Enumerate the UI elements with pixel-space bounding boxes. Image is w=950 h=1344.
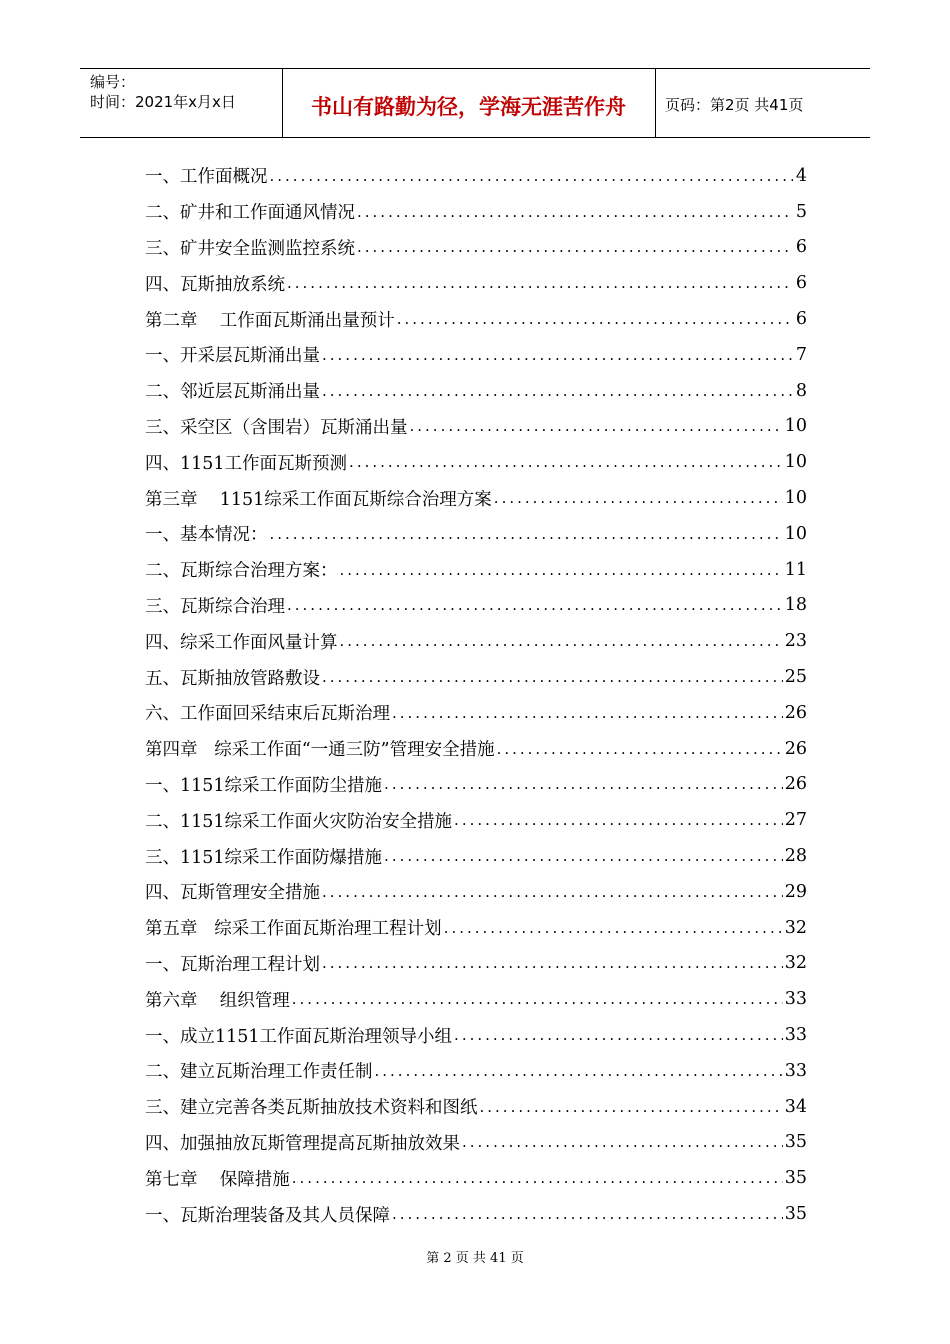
toc-leader-dots	[340, 561, 783, 579]
toc-entry[interactable]	[145, 194, 807, 230]
toc-entry[interactable]	[145, 480, 807, 516]
toc-leader-dots	[287, 596, 783, 614]
toc-entry[interactable]	[145, 373, 807, 409]
toc-entry-page: 4	[795, 165, 807, 186]
toc-entry-page: 27	[784, 810, 807, 831]
toc-leader-dots	[384, 775, 783, 793]
toc-leader-dots	[349, 453, 783, 471]
page-header	[80, 68, 870, 138]
toc-entry[interactable]	[145, 301, 807, 337]
toc-entry-page: 10	[784, 452, 807, 473]
toc-entry-label: 三、采空区（含围岩）瓦斯涌出量	[145, 417, 408, 438]
toc-entry-label: 第三章 1151综采工作面瓦斯综合治理方案	[145, 489, 492, 510]
toc-leader-dots	[375, 1062, 783, 1080]
toc-entry-page: 18	[784, 595, 807, 616]
toc-entry-label: 第二章 工作面瓦斯涌出量预计	[145, 310, 395, 331]
header-motto: 书山有路勤为径，学海无涯苦作舟	[311, 95, 626, 119]
toc-leader-dots	[340, 632, 783, 650]
toc-leader-dots	[392, 1205, 783, 1223]
toc-entry-label: 二、1151综采工作面火灾防治安全措施	[145, 811, 453, 832]
toc-entry[interactable]	[145, 337, 807, 373]
toc-leader-dots	[462, 1133, 783, 1151]
toc-leader-dots	[270, 167, 794, 185]
toc-entry-label: 二、邻近层瓦斯涌出量	[145, 382, 320, 403]
toc-entry[interactable]	[145, 516, 807, 552]
header-motto-cell	[282, 69, 656, 137]
toc-entry-page: 7	[795, 344, 807, 365]
toc-entry-label: 四、瓦斯抽放系统	[145, 274, 285, 295]
toc-entry[interactable]	[145, 623, 807, 659]
header-page-cell	[655, 69, 870, 137]
toc-entry-page: 32	[784, 953, 807, 974]
toc-entry[interactable]	[145, 874, 807, 910]
toc-leader-dots	[322, 883, 783, 901]
toc-entry[interactable]	[145, 588, 807, 624]
toc-entry-page: 26	[784, 702, 807, 723]
toc-entry-page: 8	[795, 380, 807, 401]
toc-entry-label: 第六章 组织管理	[145, 990, 290, 1011]
toc-entry[interactable]	[145, 409, 807, 445]
toc-entry[interactable]	[145, 981, 807, 1017]
toc-entry-label: 二、建立瓦斯治理工作责任制	[145, 1062, 373, 1083]
toc-entry-page: 6	[795, 237, 807, 258]
toc-leader-dots	[454, 811, 783, 829]
toc-entry[interactable]	[145, 802, 807, 838]
table-of-contents	[145, 158, 807, 1232]
toc-entry-page: 6	[795, 309, 807, 330]
toc-entry-page: 23	[784, 631, 807, 652]
toc-entry-page: 28	[784, 846, 807, 867]
toc-entry[interactable]	[145, 1017, 807, 1053]
toc-entry-page: 29	[784, 881, 807, 902]
toc-entry-page: 10	[784, 416, 807, 437]
toc-entry-label: 一、1151综采工作面防尘措施	[145, 775, 383, 796]
toc-entry-label: 四、1151工作面瓦斯预测	[145, 453, 348, 474]
toc-entry[interactable]	[145, 767, 807, 803]
toc-entry-page: 35	[784, 1132, 807, 1153]
page-footer: 第 2 页 共 41 页	[426, 1251, 524, 1266]
toc-leader-dots	[480, 1098, 783, 1116]
toc-entry-label: 一、瓦斯治理工程计划	[145, 954, 320, 975]
header-info-cell	[80, 69, 283, 137]
toc-entry-page: 34	[784, 1096, 807, 1117]
toc-entry-label: 三、瓦斯综合治理	[145, 596, 285, 617]
toc-leader-dots	[292, 990, 783, 1008]
toc-entry-page: 25	[784, 667, 807, 688]
toc-leader-dots	[322, 382, 793, 400]
toc-leader-dots	[497, 740, 783, 758]
toc-leader-dots	[494, 489, 783, 507]
toc-entry[interactable]	[145, 1089, 807, 1125]
toc-entry[interactable]	[145, 695, 807, 731]
toc-leader-dots	[410, 417, 783, 435]
toc-leader-dots	[444, 919, 783, 937]
toc-entry-label: 第四章 综采工作面“一通三防”管理安全措施	[145, 740, 495, 761]
toc-entry-page: 26	[784, 774, 807, 795]
toc-entry[interactable]	[145, 552, 807, 588]
toc-entry-page: 35	[784, 1204, 807, 1224]
toc-entry[interactable]	[145, 1160, 807, 1196]
toc-entry-label: 三、矿井安全监测监控系统	[145, 238, 355, 259]
toc-leader-dots	[357, 238, 793, 256]
toc-leader-dots	[292, 1169, 783, 1187]
toc-entry-label: 三、1151综采工作面防爆措施	[145, 847, 383, 868]
toc-entry-label: 一、成立1151工作面瓦斯治理领导小组	[145, 1026, 453, 1047]
toc-leader-dots	[287, 274, 793, 292]
toc-entry[interactable]	[145, 158, 807, 194]
toc-leader-dots	[454, 1026, 783, 1044]
toc-leader-dots	[397, 310, 793, 328]
toc-entry-label: 四、瓦斯管理安全措施	[145, 883, 320, 904]
toc-entry-page: 5	[795, 201, 807, 222]
toc-leader-dots	[322, 346, 793, 364]
toc-entry-label: 二、瓦斯综合治理方案：	[145, 561, 338, 582]
toc-entry[interactable]	[145, 1196, 807, 1232]
toc-entry-page: 11	[784, 559, 807, 580]
toc-entry-label: 三、建立完善各类瓦斯抽放技术资料和图纸	[145, 1098, 478, 1119]
toc-entry[interactable]	[145, 946, 807, 982]
toc-entry-page: 32	[784, 917, 807, 938]
doc-date-label: 时间：2021年x月x日	[90, 93, 236, 111]
toc-entry-label: 四、综采工作面风量计算	[145, 632, 338, 653]
toc-entry-label: 二、矿井和工作面通风情况	[145, 203, 355, 224]
toc-entry[interactable]	[145, 1053, 807, 1089]
toc-entry-label: 一、瓦斯治理装备及其人员保障	[145, 1205, 390, 1226]
toc-entry[interactable]	[145, 659, 807, 695]
toc-entry-label: 一、基本情况：	[145, 525, 268, 546]
toc-entry[interactable]	[145, 910, 807, 946]
toc-entry[interactable]	[145, 444, 807, 480]
toc-entry-page: 10	[784, 523, 807, 544]
toc-entry-page: 26	[784, 738, 807, 759]
toc-entry-page: 33	[784, 1060, 807, 1081]
toc-entry[interactable]	[145, 1125, 807, 1161]
toc-entry-page: 33	[784, 989, 807, 1010]
doc-code-label: 编号：	[90, 73, 136, 91]
toc-entry[interactable]	[145, 838, 807, 874]
toc-entry-label: 五、瓦斯抽放管路敷设	[145, 668, 320, 689]
toc-leader-dots	[384, 847, 783, 865]
toc-leader-dots	[270, 525, 783, 543]
toc-entry[interactable]	[145, 265, 807, 301]
toc-entry-label: 一、工作面概况	[145, 167, 268, 188]
toc-entry-label: 四、加强抽放瓦斯管理提高瓦斯抽放效果	[145, 1133, 460, 1154]
toc-entry-label: 第五章 综采工作面瓦斯治理工程计划	[145, 919, 442, 940]
toc-entry-label: 一、开采层瓦斯涌出量	[145, 346, 320, 367]
toc-leader-dots	[322, 668, 783, 686]
toc-leader-dots	[357, 203, 793, 221]
toc-entry-page: 6	[795, 273, 807, 294]
toc-entry-label: 第七章 保障措施	[145, 1169, 290, 1190]
toc-entry-page: 35	[784, 1168, 807, 1189]
header-page-number: 页码：第2页 共41页	[665, 96, 804, 114]
toc-entry[interactable]	[145, 731, 807, 767]
toc-leader-dots	[392, 704, 783, 722]
toc-entry-page: 10	[784, 488, 807, 509]
toc-leader-dots	[322, 954, 783, 972]
toc-entry[interactable]	[145, 230, 807, 266]
toc-entry-label: 六、工作面回采结束后瓦斯治理	[145, 704, 390, 725]
toc-entry-page: 33	[784, 1025, 807, 1046]
